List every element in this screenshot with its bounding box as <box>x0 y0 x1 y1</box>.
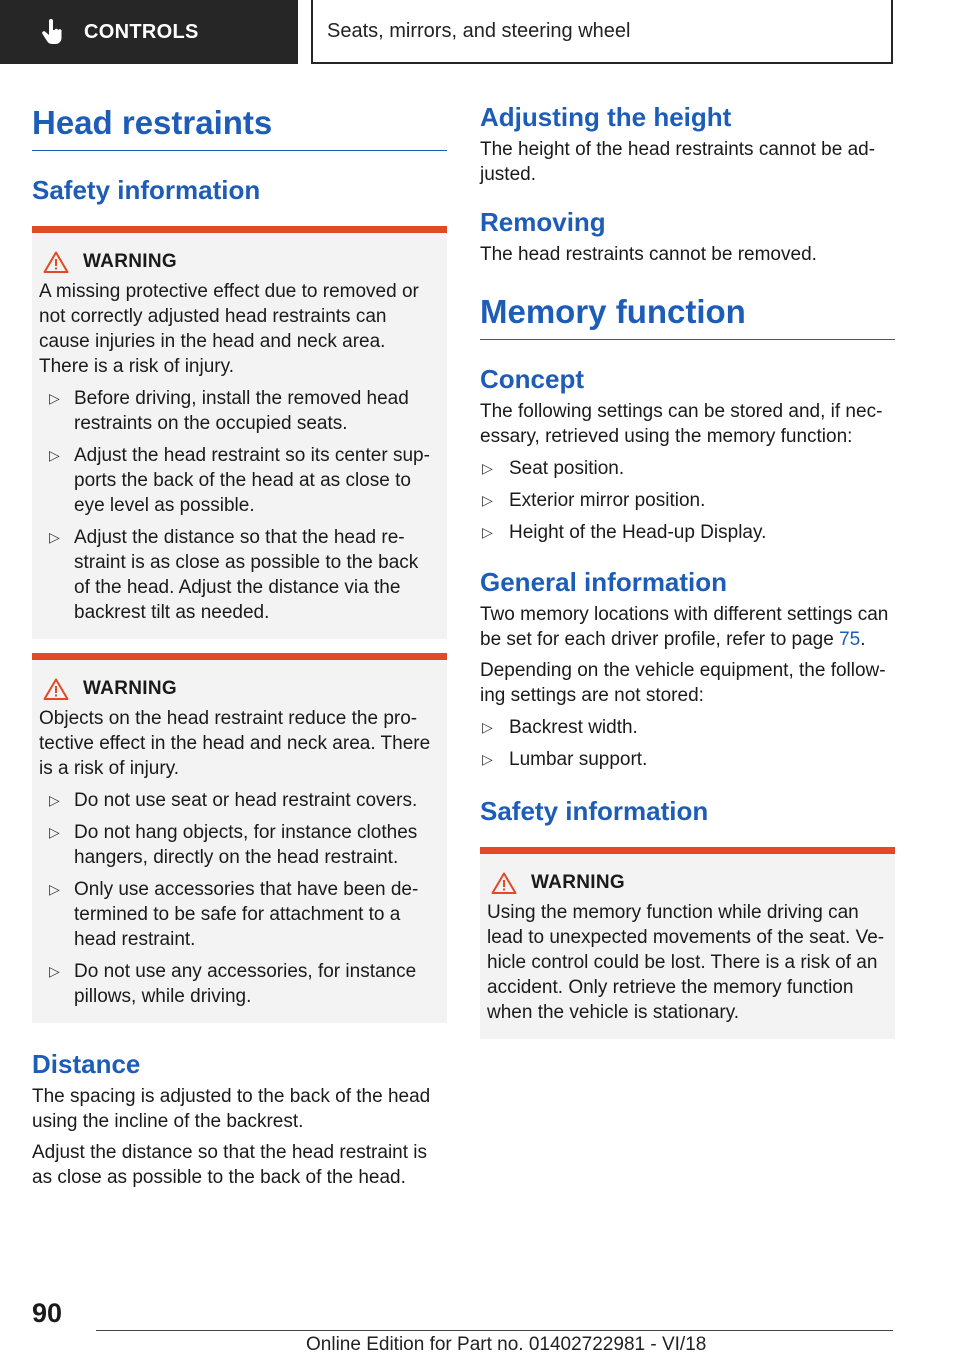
warning-box <box>32 653 447 1023</box>
warning-label: WARNING <box>531 872 625 893</box>
distance-heading: Distance <box>32 1049 141 1079</box>
page-link[interactable]: 75 <box>839 629 861 650</box>
bullet-triangle-icon: ▷ <box>482 524 493 540</box>
warning-triangle-icon <box>43 251 69 273</box>
section-title: Memory function <box>480 293 895 340</box>
removing-text: The head restraints cannot be removed. <box>480 244 817 265</box>
adjusting-text: The height of the head restraints cannot be ad-justed. <box>480 139 876 185</box>
warning-text: A missing protective effect due to removed or not correctly adjusted head restraints can cause injuries in the head and neck area. There is a risk of injury. <box>39 281 419 377</box>
list-item: ▷ Do not use seat or head restraint covers. <box>49 790 418 811</box>
page-title: Head restraints <box>32 104 447 151</box>
warning-triangle-icon <box>491 872 517 894</box>
bullet-triangle-icon: ▷ <box>49 529 60 545</box>
list-item: ▷ Before driving, install the removed head restraints on the occupied seats. <box>49 388 409 434</box>
concept-text: The following settings can be stored and, if nec-essary, retrieved using the memory function: <box>480 401 883 447</box>
bullet-triangle-icon: ▷ <box>482 719 493 735</box>
list-item: ▷ Height of the Head-up Display. <box>482 522 767 543</box>
bullet-triangle-icon: ▷ <box>49 792 60 808</box>
section-tab[interactable] <box>0 0 298 64</box>
general-list <box>480 715 895 772</box>
bullet-triangle-icon: ▷ <box>49 390 60 406</box>
adjusting-heading: Adjusting the height <box>480 102 732 132</box>
list-item: ▷ Do not hang objects, for instance clothes hangers, directly on the head restraint. <box>49 822 418 868</box>
list-item: ▷ Backrest width. <box>482 717 638 738</box>
bullet-triangle-icon: ▷ <box>49 447 60 463</box>
chapter-header[interactable] <box>311 0 893 64</box>
warning-bullets <box>39 386 439 625</box>
chapter-label: Seats, mirrors, and steering wheel <box>327 19 631 42</box>
warning-bullets <box>39 788 439 1009</box>
general-heading: General information <box>480 567 728 597</box>
removing-heading: Removing <box>480 207 606 237</box>
distance-text: Adjust the distance so that the head restraint is as close as possible to the back of the head. <box>32 1142 428 1188</box>
warning-box <box>32 226 447 639</box>
footer-divider <box>96 1330 893 1331</box>
bullet-triangle-icon: ▷ <box>49 824 60 840</box>
bullet-triangle-icon: ▷ <box>49 963 60 979</box>
warning-text: Objects on the head restraint reduce the pro-tective effect in the head and neck area. There is a risk of injury. <box>39 708 431 779</box>
general-text: Two memory locations with different settings can be set for each driver profile, refer to page 75. <box>480 604 889 650</box>
list-item: ▷ Lumbar support. <box>482 749 648 770</box>
memory-safety-heading: Safety information <box>480 796 709 826</box>
right-column <box>480 100 895 1039</box>
bullet-triangle-icon: ▷ <box>482 492 493 508</box>
list-item: ▷ Exterior mirror position. <box>482 490 706 511</box>
section-label: CONTROLS <box>84 20 199 43</box>
left-column <box>32 100 447 1190</box>
distance-text: The spacing is adjusted to the back of the head using the incline of the backrest. <box>32 1086 431 1132</box>
warning-triangle-icon <box>43 678 69 700</box>
bullet-triangle-icon: ▷ <box>49 881 60 897</box>
warning-label: WARNING <box>83 678 177 699</box>
page-number: 90 <box>32 1298 63 1328</box>
warning-box <box>480 847 895 1039</box>
general-text: Depending on the vehicle equipment, the follow-ing settings are not stored: <box>480 660 886 706</box>
list-item: ▷ Seat position. <box>482 458 625 479</box>
warning-text: Using the memory function while driving can lead to unexpected movements of the seat. Ve-hicle control could be lost. There is a risk of an accident. Only retrieve the memory function when the vehicle is stationary. <box>487 902 885 1023</box>
concept-heading: Concept <box>480 364 584 394</box>
list-item: ▷ Adjust the distance so that the head re-straint is as close as possible to the back of the head. Adjust the distance via the backrest tilt as needed. <box>49 527 419 623</box>
list-item: ▷ Do not use any accessories, for instance pillows, while driving. <box>49 961 417 1007</box>
list-item: ▷ Adjust the head restraint so its center sup-ports the back of the head at as close to eye level as possible. <box>49 445 430 516</box>
list-item: ▷ Only use accessories that have been de-termined to be safe for attachment to a head restraint. <box>49 879 419 950</box>
edition-info: Online Edition for Part no. 01402722981 - VI/18 <box>306 1334 707 1355</box>
bullet-triangle-icon: ▷ <box>482 751 493 767</box>
safety-heading: Safety information <box>32 175 261 205</box>
hand-pointer-icon <box>40 19 64 45</box>
warning-label: WARNING <box>83 251 177 272</box>
concept-list <box>480 456 895 545</box>
bullet-triangle-icon: ▷ <box>482 460 493 476</box>
